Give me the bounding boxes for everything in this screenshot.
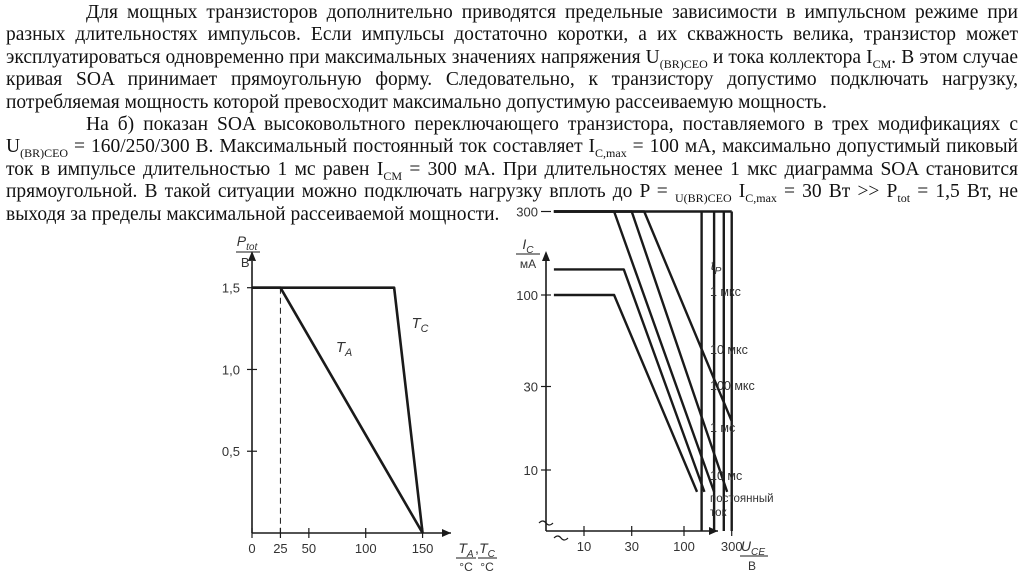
series-label: 10 мс bbox=[710, 469, 743, 483]
x-tick-label: 10 bbox=[576, 539, 592, 554]
x-axis-break bbox=[554, 536, 568, 540]
legend-title-symbol: t bbox=[710, 257, 715, 273]
x-tick-label: 50 bbox=[301, 541, 317, 556]
paragraph-2-text: На б) показан SOA высоковольтного переключающего транзистора, поставляемого в трех модификациях с U bbox=[6, 114, 1018, 158]
y-tick-label: 1,5 bbox=[221, 280, 240, 296]
x-tick-label: 25 bbox=[273, 541, 288, 556]
paragraph-2-text: = 300 мА. При длительностях менее 1 мкс диаграмма SOA становится прямоугольной. В такой ситуации можно подключать нагрузку вплоть до P = bbox=[6, 158, 1018, 203]
y-axis-unit: Вт bbox=[240, 255, 256, 270]
y-axis-label-symbol: P bbox=[236, 233, 247, 249]
series-label-ta-subscript: A bbox=[344, 347, 353, 360]
x-tick-label: 0 bbox=[248, 541, 256, 556]
x-axis-label-a bbox=[458, 540, 474, 560]
subscript: (BR)CEO bbox=[20, 146, 69, 161]
paragraph-1-text: и тока коллектора I bbox=[707, 46, 873, 68]
paragraph-2-text: I bbox=[731, 181, 746, 203]
power-derating-chart bbox=[222, 233, 497, 574]
y-axis-label-subscript: C bbox=[526, 244, 534, 256]
paragraph-2-text: = 1,5 Вт, не выходя за пределы максимальной рассеиваемой мощности. bbox=[6, 181, 1018, 225]
x-tick-label: 100 bbox=[673, 539, 695, 554]
paragraph-2-text: = 30 Вт >> P bbox=[776, 181, 898, 203]
series-label-tc-subscript: C bbox=[420, 323, 429, 336]
x-axis-label-a-subscript: A bbox=[466, 548, 474, 560]
x-tick-label: 100 bbox=[354, 541, 377, 556]
series-label: 100 мкс bbox=[710, 379, 755, 393]
y-tick-label: 10 bbox=[523, 463, 538, 478]
series-label-tc bbox=[412, 315, 429, 335]
y-axis-arrow bbox=[542, 251, 550, 261]
x-axis-label-separator: , bbox=[475, 540, 479, 556]
y-tick-label: 0,5 bbox=[221, 444, 240, 460]
paragraph-2-text: = 100 мА, максимально допустимый пиковый ток в импульсе длительностью 1 мс равен I bbox=[6, 136, 1018, 180]
paragraph-1-text: . В этом случае кривая SOA принимает прямоугольную форму. Следовательно, к транзистору допустимо подключать нагрузку, потребляемая мощность которой превосходит максимально допустимую рассеиваемую мощность. bbox=[6, 46, 1018, 113]
series-label: 10 мкс bbox=[710, 343, 748, 357]
subscript: (BR)CEO bbox=[659, 56, 708, 71]
x-axis-label-subscript: CE bbox=[751, 546, 766, 558]
y-axis-label-subscript: tot bbox=[246, 241, 258, 253]
x-tick-label: 150 bbox=[411, 541, 434, 556]
series-label: 1 мс bbox=[710, 421, 736, 435]
x-axis-label-c bbox=[479, 540, 496, 560]
x-axis-label bbox=[741, 538, 765, 558]
x-tick-label: 30 bbox=[624, 539, 639, 554]
subscript: C,max bbox=[595, 146, 627, 161]
x-axis-unit: В bbox=[747, 559, 757, 573]
y-axis-label-symbol: I bbox=[522, 236, 527, 252]
x-axis-unit-a: °C bbox=[459, 560, 473, 574]
y-axis-label bbox=[237, 233, 259, 253]
subscript: tot bbox=[897, 191, 911, 206]
series-label: 1 мкс bbox=[710, 285, 741, 299]
y-tick-label: 1,0 bbox=[221, 362, 240, 378]
subscript: U(BR)CEO bbox=[674, 191, 732, 206]
subscript: C,max bbox=[745, 191, 777, 206]
y-axis-unit: мА bbox=[519, 257, 537, 271]
x-axis-label-c-subscript: C bbox=[487, 548, 495, 560]
legend-title bbox=[711, 257, 722, 277]
soa-chart bbox=[516, 205, 774, 573]
y-tick-label: 30 bbox=[523, 379, 538, 395]
y-tick-label: 100 bbox=[516, 288, 538, 303]
paragraph-1-text: Для мощных транзисторов дополнительно приводятся предельные зависимости в импульсном режиме при разных длительностях импульсов. Если импульсы достаточно коротки, а их скважность велика, транзистор может эксплуатироваться одновременно при максимальных значениях напряжения U bbox=[6, 2, 1018, 68]
y-tick-label: 300 bbox=[516, 204, 538, 220]
soa-curve bbox=[554, 295, 697, 492]
series-label-dc-line1: постоянный bbox=[710, 493, 774, 505]
x-axis-label-c-symbol: T bbox=[479, 540, 488, 556]
x-axis-unit-c: °C bbox=[480, 560, 494, 574]
series-label-tc-symbol: T bbox=[411, 315, 421, 332]
x-axis-label-a-symbol: T bbox=[458, 540, 467, 556]
x-tick-label: 300 bbox=[720, 539, 743, 554]
paragraph-2-text: = 160/250/300 В. Максимальный постоянный ток составляет I bbox=[68, 136, 596, 158]
subscript: CM bbox=[872, 56, 892, 71]
x-axis-label-symbol: U bbox=[740, 538, 752, 554]
series-label-ta bbox=[336, 339, 352, 359]
x-axis-arrow bbox=[442, 529, 451, 537]
series-label-ta-symbol: T bbox=[335, 339, 345, 356]
series-line-ta bbox=[252, 288, 423, 533]
legend-title-subscript: P bbox=[714, 265, 722, 277]
subscript: CM bbox=[383, 168, 403, 183]
y-axis-label bbox=[522, 236, 534, 256]
series-label-dc-line2: ток bbox=[710, 507, 727, 519]
series-line-tc bbox=[252, 288, 423, 533]
